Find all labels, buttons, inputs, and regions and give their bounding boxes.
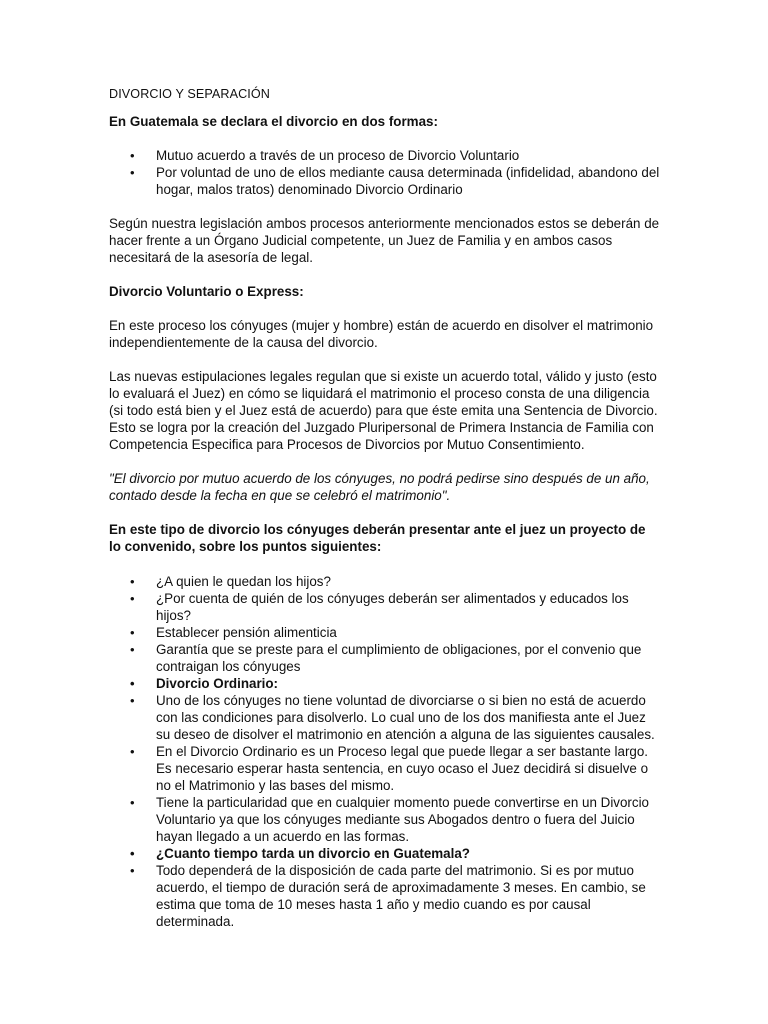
list-item-heading-ordinary: • Divorcio Ordinario:	[109, 675, 661, 692]
list-item: • Garantía que se preste para el cumplimiento de obligaciones, por el convenio que contraigan los cónyuges	[109, 641, 661, 675]
divorce-forms-list	[109, 147, 661, 198]
document-page	[109, 86, 661, 930]
project-heading: En este tipo de divorcio los cónyuges deberán presentar ante el juez un proyecto de lo convenido, sobre los puntos siguientes:	[109, 522, 646, 554]
voluntary-paragraph-2: Las nuevas estipulaciones legales regulan que si existe un acuerdo total, válido y justo (esto lo evaluará el Juez) en cómo se liquidará el matrimonio el proceso consta de una diligencia (si todo está bien y el Juez está de acuerdo) para que éste emita una Sentencia de Divorcio. Esto se logra por la creación del Juzgado Pluripersonal de Primera Instancia de Familia con Competencia Especifica para Procesos de Divorcios por Mutuo Consentimiento.	[109, 369, 658, 452]
list-item: • Tiene la particularidad que en cualquier momento puede convertirse en un Divorcio Voluntario ya que los cónyuges mediante sus Abogados dentro o fuera del Juicio hayan llegado a un acuerdo en las formas.	[109, 794, 661, 845]
document-title: DIVORCIO Y SEPARACIÓN	[109, 87, 270, 101]
list-item: • Uno de los cónyuges no tiene voluntad de divorciarse o si bien no está de acuerdo con las condiciones para disolverlo. Lo cual uno de los dos manifiesta ante el Juez su deseo de disolver el matrimonio en atención a alguna de las siguientes causales.	[109, 692, 661, 743]
list-item: • ¿Por cuenta de quién de los cónyuges deberán ser alimentados y educados los hijos?	[109, 590, 661, 624]
list-item: • En el Divorcio Ordinario es un Proceso legal que puede llegar a ser bastante largo. Es necesario esperar hasta sentencia, en cuyo ocaso el Juez decidirá si disuelve o no el Matrimonio y las bases del mismo.	[109, 743, 661, 794]
intro-heading: En Guatemala se declara el divorcio en dos formas:	[109, 114, 438, 129]
list-item: • Mutuo acuerdo a través de un proceso de Divorcio Voluntario	[109, 147, 661, 164]
points-list	[109, 573, 661, 930]
list-item: • Todo dependerá de la disposición de cada parte del matrimonio. Si es por mutuo acuerdo, el tiempo de duración será de aproximadamente 3 meses. En cambio, se estima que toma de 10 meses hasta 1 año y medio cuando es por causal determinada.	[109, 862, 661, 930]
voluntary-paragraph-1: En este proceso los cónyuges (mujer y hombre) están de acuerdo en disolver el matrimonio independientemente de la causa del divorcio.	[109, 318, 654, 350]
list-item: • ¿A quien le quedan los hijos?	[109, 573, 661, 590]
list-item: • Por voluntad de uno de ellos mediante causa determinada (infidelidad, abandono del hogar, malos tratos) denominado Divorcio Ordinario	[109, 164, 661, 198]
voluntary-heading: Divorcio Voluntario o Express:	[109, 284, 304, 299]
quote-paragraph: "El divorcio por mutuo acuerdo de los cónyuges, no podrá pedirse sino después de un año, contado desde la fecha en que se celebró el matrimonio".	[109, 471, 650, 503]
list-item: • Establecer pensión alimenticia	[109, 624, 661, 641]
list-item-heading-duration: • ¿Cuanto tiempo tarda un divorcio en Guatemala?	[109, 845, 661, 862]
legislation-paragraph: Según nuestra legislación ambos procesos anteriormente mencionados estos se deberán de hacer frente a un Órgano Judicial competente, un Juez de Familia y en ambos casos necesitará de la asesoría de legal.	[109, 216, 660, 265]
